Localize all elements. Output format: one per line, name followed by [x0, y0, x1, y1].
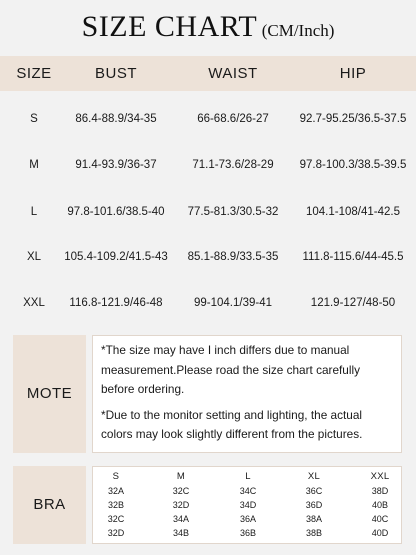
cell-size: XXL	[23, 297, 45, 309]
cell-waist: 66-68.6/26-27	[197, 113, 269, 125]
bra-size-header: M	[176, 471, 186, 482]
table-row	[0, 109, 416, 129]
bra-label: BRA	[13, 466, 86, 544]
cell-waist: 99-104.1/39-41	[193, 297, 272, 309]
page-title	[0, 10, 416, 50]
cell-waist: 85.1-88.9/33.5-35	[187, 251, 279, 263]
cell-size: L	[30, 206, 38, 218]
cell-size: M	[29, 159, 39, 171]
cell-waist: 71.1-73.6/28-29	[192, 159, 274, 171]
bra-size-header: XL	[307, 471, 321, 482]
bra-size-header: XXL	[370, 471, 390, 482]
bra-cell: 38D	[371, 486, 389, 496]
bra-column-xxl	[347, 470, 413, 540]
bra-column-l	[215, 470, 281, 540]
bra-cell: 34B	[172, 528, 189, 538]
cell-hip: 111.8-115.6/44-45.5	[302, 251, 404, 263]
bra-column-m	[148, 470, 214, 540]
note-line: *Due to the monitor setting and lighting, the actual colors may look slightly different from the pictures.	[101, 407, 363, 441]
cell-hip: 92.7-95.25/36.5-37.5	[299, 113, 407, 125]
bra-column-s	[83, 470, 149, 540]
cell-bust: 91.4-93.9/36-37	[75, 159, 157, 171]
bra-cell: 36A	[239, 514, 256, 524]
bra-cell: 40C	[371, 514, 389, 524]
bra-cell: 32D	[107, 528, 125, 538]
bra-cell: 32D	[172, 500, 190, 510]
bra-cell: 36B	[239, 528, 256, 538]
bra-cell: 32C	[172, 486, 190, 496]
bra-cell: 40D	[371, 528, 389, 538]
header-waist: WAIST	[208, 65, 258, 82]
bra-cell: 36C	[305, 486, 323, 496]
table-row	[0, 247, 416, 267]
bra-cell: 32B	[107, 500, 124, 510]
bra-cell: 32C	[107, 514, 125, 524]
cell-hip: 104.1-108/41-42.5	[306, 206, 400, 218]
bra-cell: 38B	[305, 528, 322, 538]
header-hip: HIP	[339, 65, 367, 82]
note-label: MOTE	[13, 335, 86, 453]
bra-table	[92, 466, 402, 544]
table-row	[0, 293, 416, 313]
table-header	[0, 56, 416, 91]
table-row	[0, 155, 416, 175]
bra-cell: 38A	[305, 514, 322, 524]
cell-size: XL	[26, 251, 42, 263]
cell-hip: 97.8-100.3/38.5-39.5	[299, 159, 407, 171]
table-row	[0, 202, 416, 222]
bra-cell: 34A	[172, 514, 189, 524]
title-main: SIZE CHART	[81, 10, 258, 43]
bra-size-header: L	[245, 471, 251, 482]
note-box	[92, 335, 402, 453]
header-size: SIZE	[16, 65, 52, 82]
cell-bust: 116.8-121.9/46-48	[69, 297, 163, 309]
header-bust: BUST	[94, 65, 137, 82]
cell-size: S	[30, 113, 38, 125]
cell-bust: 105.4-109.2/41.5-43	[64, 251, 168, 263]
cell-bust: 86.4-88.9/34-35	[75, 113, 157, 125]
bra-cell: 34C	[239, 486, 257, 496]
bra-size-header: S	[112, 471, 120, 482]
bra-cell: 34D	[239, 500, 257, 510]
cell-waist: 77.5-81.3/30.5-32	[187, 206, 279, 218]
bra-cell: 40B	[371, 500, 388, 510]
bra-cell: 36D	[305, 500, 323, 510]
cell-hip: 121.9-127/48-50	[310, 297, 396, 309]
bra-cell: 32A	[107, 486, 124, 496]
bra-column-xl	[281, 470, 347, 540]
cell-bust: 97.8-101.6/38.5-40	[67, 206, 165, 218]
title-unit: (CM/Inch)	[261, 21, 335, 40]
note-line: *The size may have I inch differs due to manual measurement.Please road the size chart carefully before ordering.	[101, 343, 361, 396]
